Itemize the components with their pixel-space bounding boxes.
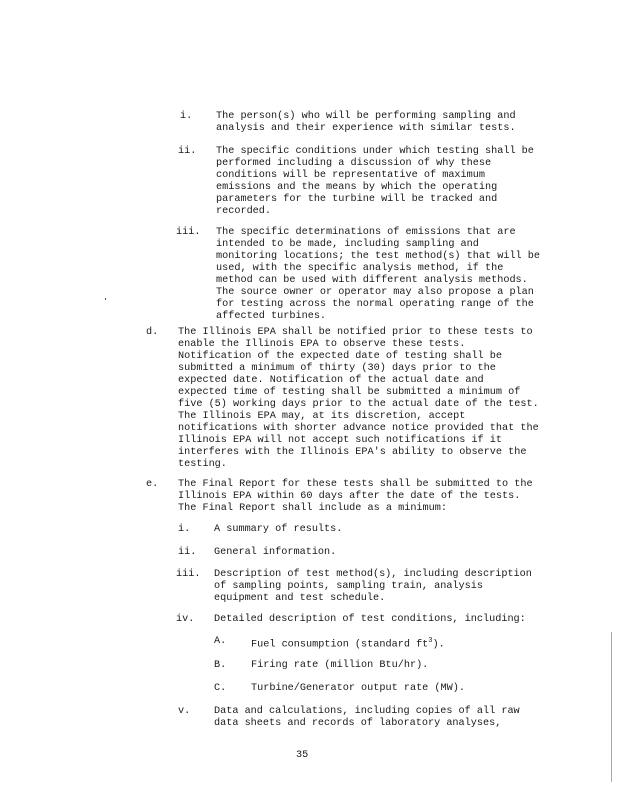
item-e-i-line-1: A summary of results. — [214, 524, 343, 535]
item-iii-line-7: for testing across the normal operating range of the — [216, 299, 534, 310]
item-marker-A: A. — [214, 636, 227, 647]
item-ii-line-1: The specific conditions under which testing shall be — [216, 146, 534, 157]
item-e-iii-line-3: equipment and test schedule. — [214, 593, 386, 604]
item-d-line-1: The Illinois EPA shall be notified prior to these tests to — [178, 327, 533, 338]
scan-edge-mark — [611, 632, 612, 782]
item-d-line-8: The Illinois EPA may, at its discretion, accept — [178, 411, 466, 422]
item-iii-line-8: affected turbines. — [216, 311, 327, 322]
item-e-line-1: The Final Report for these tests shall be submitted to the — [178, 479, 533, 490]
item-d-line-2: enable the Illinois EPA to observe these tests. — [178, 339, 466, 350]
item-A-text: Fuel consumption (standard ft — [251, 639, 429, 651]
item-e-v-line-1: Data and calculations, including copies of all raw — [214, 706, 520, 717]
item-d-line-4: submitted a minimum of thirty (30) days prior to the — [178, 363, 496, 374]
item-marker-d: d. — [146, 327, 159, 338]
item-d-line-5: expected date. Notification of the actual date and — [178, 375, 484, 386]
item-d-line-11: interferes with the Illinois EPA's ability to observe the — [178, 447, 527, 458]
item-iii-line-1: The specific determinations of emissions that are — [216, 227, 516, 238]
item-d-line-10: Illinois EPA will not accept such notifications if it — [178, 435, 503, 446]
item-iii-line-6: The source owner or operator may also propose a plan — [216, 287, 534, 298]
item-B-line-1: Firing rate (million Btu/hr). — [251, 660, 429, 671]
item-d-line-9: notifications with shorter advance notice provided that the — [178, 423, 539, 434]
item-ii-line-6: recorded. — [216, 206, 272, 217]
item-e-ii-line-1: General information. — [214, 547, 337, 558]
item-e-iii-line-1: Description of test method(s), including description — [214, 569, 532, 580]
item-d-line-6: expected time of testing shall be submitted a minimum of — [178, 387, 521, 398]
item-marker-C: C. — [214, 683, 227, 694]
item-A-sup: 3 — [428, 637, 433, 645]
item-d-line-12: testing. — [178, 459, 227, 470]
item-i-line-2: analysis and their experience with similar tests. — [216, 123, 516, 134]
item-iii-line-2: intended to be made, including sampling and — [216, 239, 479, 250]
item-marker-i: i. — [180, 111, 193, 122]
item-marker-e-iv: iv. — [176, 614, 195, 625]
item-ii-line-3: conditions will be representative of maximum — [216, 170, 485, 181]
item-ii-line-4: emissions and the means by which the operating — [216, 182, 498, 193]
item-e-line-3: The Final Report shall include as a minimum: — [178, 503, 447, 514]
item-ii-line-5: parameters for the turbine will be tracked and — [216, 194, 498, 205]
item-d-line-7: five (5) working days prior to the actual date of the test. — [178, 399, 539, 410]
item-marker-e-iii: iii. — [176, 569, 201, 580]
scan-speck — [105, 298, 106, 300]
item-iii-line-4: used, with the specific analysis method, if the — [216, 263, 504, 274]
item-A-line-1 — [251, 636, 445, 651]
page-number: 35 — [296, 750, 309, 761]
item-d-line-3: Notification of the expected date of testing shall be — [178, 351, 503, 362]
item-marker-e-i: i. — [178, 524, 191, 535]
item-marker-ii: ii. — [178, 146, 197, 157]
item-e-iv-line-1: Detailed description of test conditions, including: — [214, 614, 526, 625]
item-marker-B: B. — [214, 660, 227, 671]
item-marker-iii: iii. — [176, 227, 201, 238]
item-ii-line-2: performed including a discussion of why these — [216, 158, 492, 169]
item-e-iii-line-2: of sampling points, sampling train, analysis — [214, 581, 483, 592]
item-marker-e-v: v. — [178, 706, 191, 717]
item-i-line-1: The person(s) who will be performing sampling and — [216, 111, 516, 122]
item-C-line-1: Turbine/Generator output rate (MW). — [251, 683, 465, 694]
item-e-line-2: Illinois EPA within 60 days after the date of the tests. — [178, 491, 521, 502]
item-marker-e-ii: ii. — [178, 547, 197, 558]
item-A-tail: ). — [432, 639, 445, 651]
item-marker-e: e. — [146, 479, 159, 490]
item-iii-line-3: monitoring locations; the test method(s) that will be — [216, 251, 541, 262]
item-iii-line-5: method can be used with different analysis methods. — [216, 275, 528, 286]
item-e-v-line-2: data sheets and records of laboratory analyses, — [214, 718, 502, 729]
